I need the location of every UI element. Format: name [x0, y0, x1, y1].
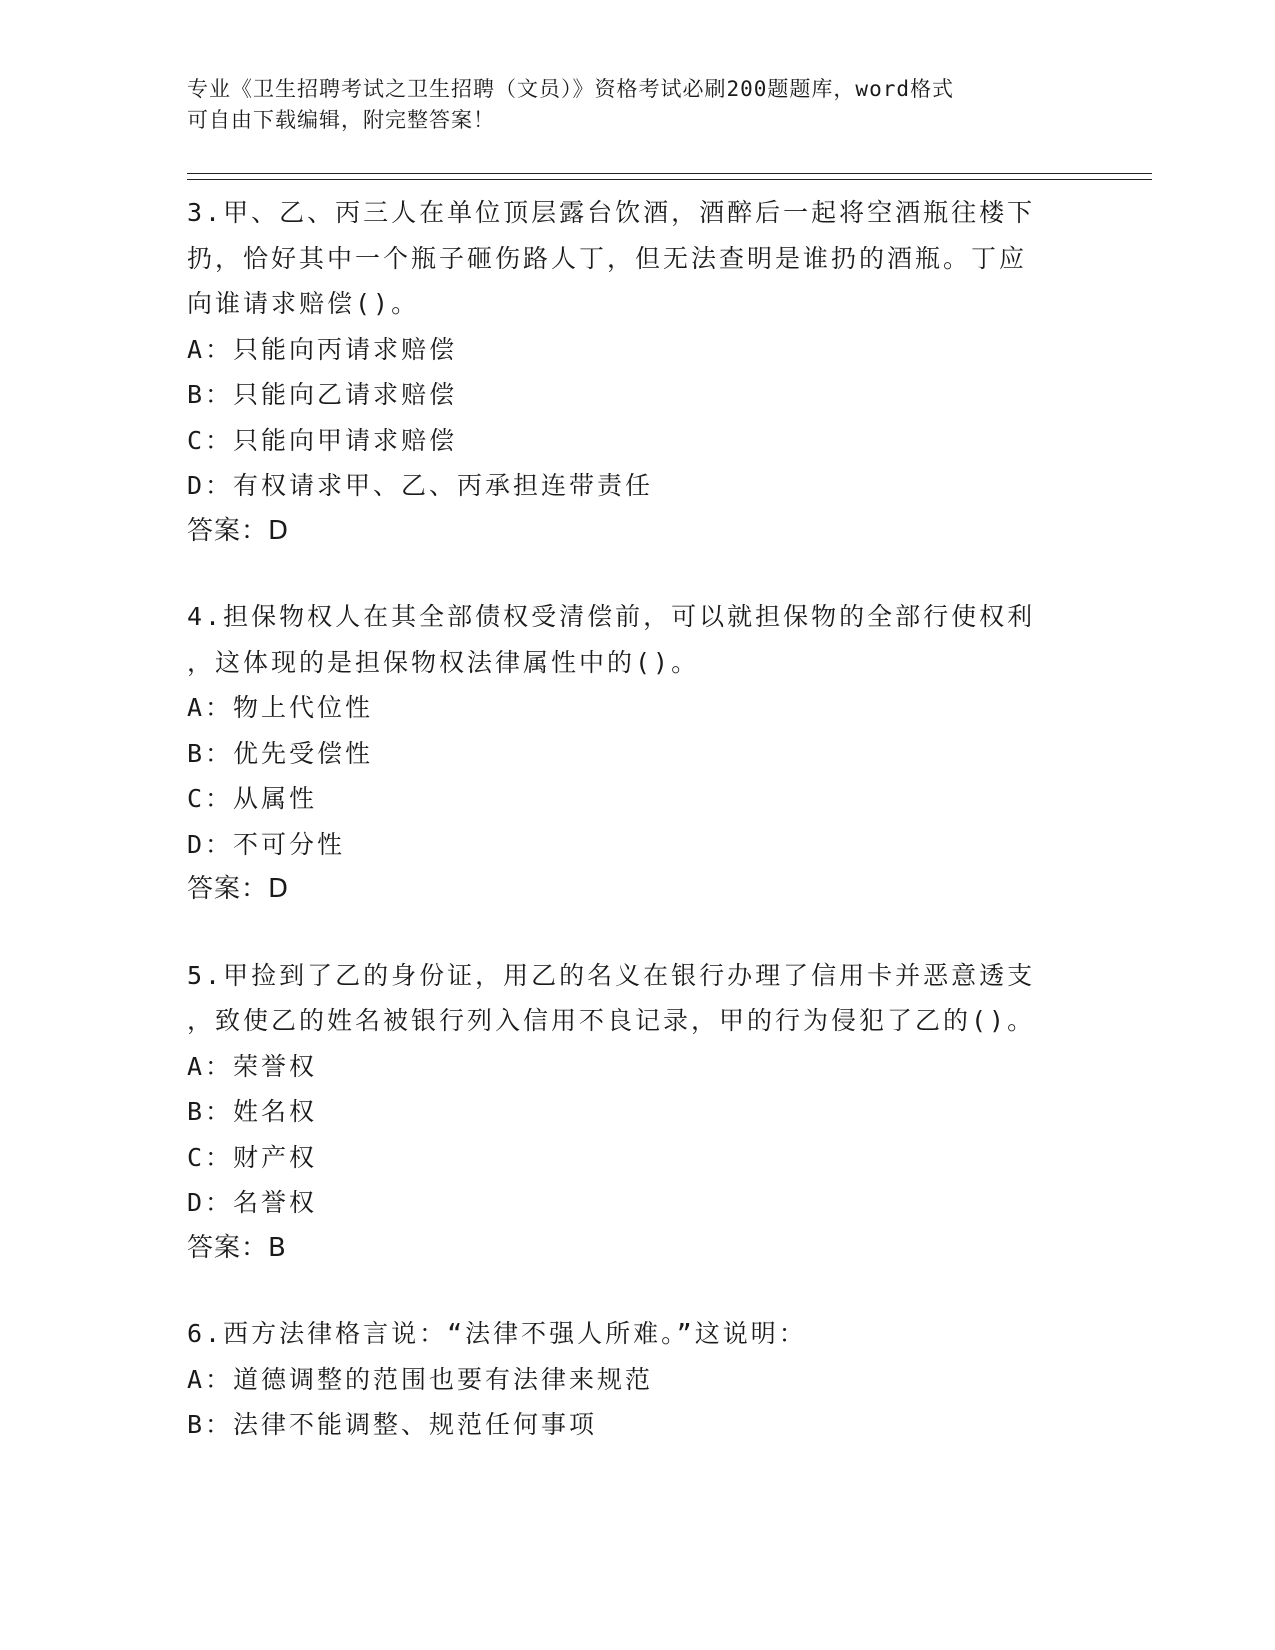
- question-line: 3.甲、乙、丙三人在单位顶层露台饮酒，酒醉后一起将空酒瓶往楼下: [187, 198, 1036, 227]
- question-line: 5.甲捡到了乙的身份证，用乙的名义在银行办理了信用卡并恶意透支: [187, 960, 1036, 990]
- question-3: [187, 190, 1087, 554]
- option-d: D：不可分性: [187, 829, 346, 859]
- option-a: A：荣誉权: [187, 1051, 318, 1081]
- header-line-1: 专业《卫生招聘考试之卫生招聘（文员）》资格考试必刷200题题库，word格式: [187, 77, 954, 101]
- option-a: A：只能向丙请求赔偿: [187, 334, 458, 364]
- option-a: A：道德调整的范围也要有法律来规范: [187, 1364, 654, 1394]
- header-line-2: 可自由下载编辑，附完整答案！: [187, 108, 495, 132]
- header-divider-top: [187, 173, 1152, 174]
- option-c: C：只能向甲请求赔偿: [187, 425, 458, 455]
- question-list: [187, 190, 1087, 1488]
- question-line: 向谁请求赔偿()。: [187, 289, 420, 318]
- question-line: ，致使乙的姓名被银行列入信用不良记录，甲的行为侵犯了乙的()。: [187, 1006, 1036, 1035]
- option-d: D：名誉权: [187, 1188, 318, 1217]
- question-4: [187, 594, 1087, 913]
- option-b: B：只能向乙请求赔偿: [187, 380, 458, 409]
- option-c: C：财产权: [187, 1142, 318, 1172]
- option-a: A：物上代位性: [187, 693, 374, 722]
- answer-label: 答案：D: [187, 515, 290, 546]
- answer-label: 答案：D: [187, 874, 290, 904]
- question-line: 扔，恰好其中一个瓶子砸伤路人丁，但无法查明是谁扔的酒瓶。丁应: [187, 243, 1028, 273]
- option-d: D：有权请求甲、乙、丙承担连带责任: [187, 471, 654, 500]
- option-b: B：优先受偿性: [187, 738, 374, 768]
- option-b: B：姓名权: [187, 1097, 318, 1126]
- answer-label: 答案：B: [187, 1232, 287, 1263]
- question-line: ，这体现的是担保物权法律属性中的()。: [187, 647, 700, 677]
- document-header: [187, 74, 1087, 136]
- question-line: 4.担保物权人在其全部债权受清偿前，可以就担保物的全部行使权利: [187, 602, 1036, 631]
- option-b: B：法律不能调整、规范任何事项: [187, 1410, 598, 1439]
- option-c: C：从属性: [187, 784, 318, 813]
- question-line: 6.西方法律格言说：“法律不强人所难。”这说明：: [187, 1319, 807, 1348]
- header-divider-bottom: [187, 179, 1152, 180]
- question-6: [187, 1311, 1087, 1448]
- question-5: [187, 953, 1087, 1272]
